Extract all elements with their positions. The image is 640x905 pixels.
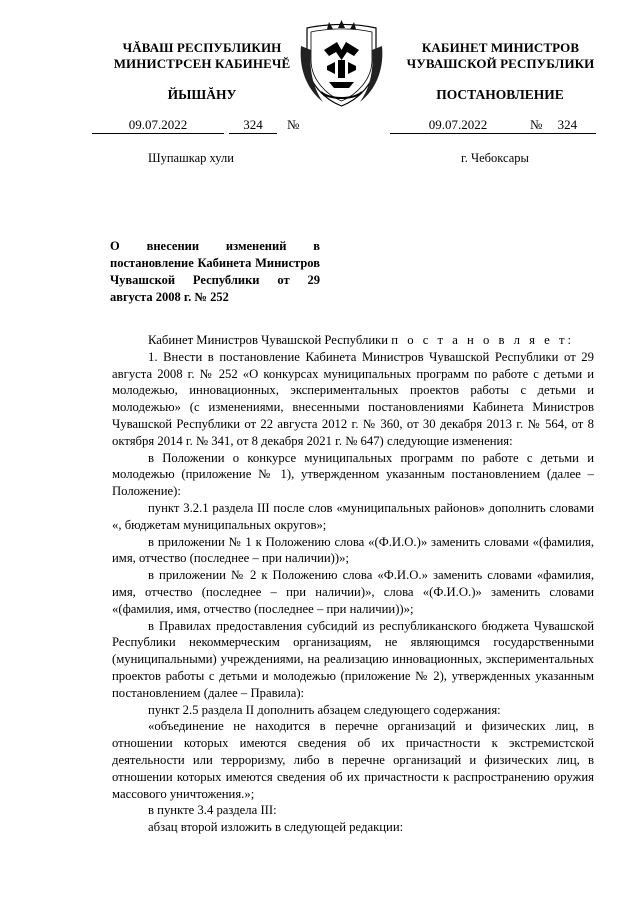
right-date-number-line <box>390 117 596 133</box>
body-paragraph: пункт 2.5 раздела II дополнить абзацем следующего содержания: <box>148 702 501 717</box>
doc-kind-chuvash: ЙЫШĂНУ <box>167 87 237 102</box>
right-number: 324 <box>557 117 578 132</box>
body-paragraph: пункт 3.2.1 раздела III после слов «муниципальных районов» дополнить словами «, бюджетам муниципальных округов»; <box>112 500 594 532</box>
issuer-chuvash-line2: МИНИСТРСЕН КАБИНЕЧĔ <box>113 56 291 71</box>
city-chuvash: Шупашкар хули <box>148 151 234 165</box>
left-number-sign: № <box>287 117 300 132</box>
issuer-chuvash <box>92 40 312 72</box>
doc-kind-russian: ПОСТАНОВЛЕНИЕ <box>436 87 564 102</box>
body-paragraph: в приложении № 2 к Положению слова «Ф.И.О.» заменить словами «фамилия, имя, отчество (последнее – при наличии)», слова «(Ф.И.О.)» заменить словами «(фамилия, имя, отчество (последнее – при наличии))»; <box>112 568 594 616</box>
issuer-chuvash-line1: ЧĂВАШ РЕСПУБЛИКИН <box>122 40 282 55</box>
right-date: 09.07.2022 <box>390 117 526 134</box>
opening-paragraph <box>112 332 594 349</box>
right-number-sign: № <box>530 117 543 132</box>
right-number-group <box>526 117 596 134</box>
city-russian: г. Чебоксары <box>461 151 529 165</box>
body-paragraph: в приложении № 1 к Положению слова «(Ф.И.О.)» заменить словами «(фамилия, имя, отчество (последнее – при наличии))»; <box>112 534 594 566</box>
body-paragraph: в пункте 3.4 раздела III: <box>148 803 277 818</box>
coat-of-arms-emblem <box>299 16 384 108</box>
issuer-russian-line1: КАБИНЕТ МИНИСТРОВ <box>421 40 580 55</box>
left-date: 09.07.2022 <box>92 117 224 134</box>
body-paragraph: 1. Внести в постановление Кабинета Министров Чувашской Республики от 29 августа 2008 г. № 252 «О конкурсах муниципальных программ по работе с детьми и молодежью, инновационных, экспериментальных проектов работы с детьми и молодежью» (с изменениями, внесенными постановлениями Кабинета Министров Чувашской Республики от 22 августа 2012 г. № 360, от 30 декабря 2013 г. № 564, от 8 октября 2014 г. № 341, от 8 декабря 2021 г. № 647) следующие изменения: <box>112 349 594 448</box>
body-paragraph: «объединение не находится в перечне организаций и физических лиц, в отношении которых имеются сведения об их причастности к экстремистской деятельности или терроризму, либо в перечне организаций и физических лиц, в отношении которых имеются сведения об их причастности к распространению оружия массового уничтожения.»; <box>112 719 594 801</box>
issuer-russian-line2: ЧУВАШСКОЙ РЕСПУБЛИКИ <box>406 56 595 71</box>
left-date-number-line <box>92 117 312 133</box>
left-number: 324 <box>229 117 277 134</box>
body-paragraph: абзац второй изложить в следующей редакции: <box>148 820 404 835</box>
opening-text: Кабинет Министров Чувашской Республики <box>148 333 389 347</box>
body-paragraph: в Положении о конкурсе муниципальных программ по работе с детьми и молодежью (приложение № 1), утвержденном указанным постановлением (далее – Положение): <box>112 450 594 499</box>
document-subject: О внесении изменений в постановление Кабинета Министров Чувашской Республики от 29 августа 2008 г. № 252 <box>110 239 320 304</box>
issuer-russian <box>398 40 603 72</box>
opening-verb: п о с т а н о в л я е т: <box>391 333 575 347</box>
document-body <box>112 332 594 836</box>
body-paragraph: в Правилах предоставления субсидий из республиканского бюджета Чувашской Республики некоммерческим организациям, не являющимся государственными (муниципальными) учреждениями, на реализацию инновационных, экспериментальных проектов работы с детьми и молодежью (приложение № 2), утвержденных указанным постановлением (далее – Правила): <box>112 618 594 700</box>
